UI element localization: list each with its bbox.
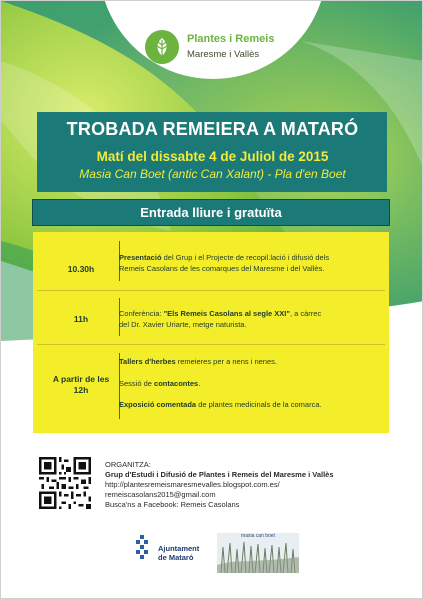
program-item-2 xyxy=(119,308,387,330)
event-date: Matí del dissabte 4 de Juliol de 2015 xyxy=(96,149,329,164)
item-1-text-line2: Remeis Casolans de les comarques del Maresme i del Vallès. xyxy=(119,264,325,273)
ajuntament-logo-icon xyxy=(133,535,151,561)
item-2-highlight: "Els Remeis Casolans al segle XXI" xyxy=(163,309,290,318)
item-1-text: del Grup i el Projecte de recopil.lació i difusió dels xyxy=(161,253,330,262)
item-2-text-line2: del Dr. Xavier Uriarte, metge naturista. xyxy=(119,320,247,329)
time-slot-1: 10.30h xyxy=(67,264,95,274)
program-item-1 xyxy=(119,252,387,274)
time-slot-2: 11h xyxy=(73,314,89,324)
logo-title: Plantes i Remeis xyxy=(187,33,275,45)
masia-logo-image: masia can boet xyxy=(217,533,299,573)
event-place: Masia Can Boet (antic Can Xalant) - Pla d'en Boet xyxy=(79,167,346,181)
item-2-text: , a càrrec xyxy=(289,309,322,318)
program-item-3a: Tallers d'herbes remeieres per a nens i nenes. xyxy=(119,357,277,366)
program-item-3c: Exposició comentada de plantes medicinals de la comarca. xyxy=(119,400,322,409)
item-2-prefix: Conferència: xyxy=(119,309,164,318)
organitza-label: ORGANITZA: xyxy=(105,460,151,469)
leaf-icon xyxy=(145,30,179,64)
time-slot-3: A partir de les 12h xyxy=(52,374,110,395)
separator xyxy=(37,344,385,345)
facebook-text: Busca'ns a Facebook: Remeis Casolans xyxy=(105,500,240,509)
item-1-highlight: Presentació xyxy=(119,253,162,262)
separator xyxy=(37,290,385,291)
event-title: TROBADA REMEIERA A MATARÓ xyxy=(66,119,359,139)
qr-code xyxy=(39,457,91,509)
website-link[interactable]: http://plantesremeismaresmevalles.blogspot.com.es/ xyxy=(105,480,280,489)
organizer-block xyxy=(105,460,334,510)
organizer-name: Grup d'Estudi i Difusió de Plantes i Remeis del Maresme i Vallès xyxy=(105,470,334,479)
logo-subtitle: Maresme i Vallès xyxy=(187,49,260,60)
entry-banner: Entrada lliure i gratuïta xyxy=(33,200,389,225)
program-item-3b: Sessió de contacontes. xyxy=(119,379,201,388)
ajuntament-logo-text: Ajuntament de Mataró xyxy=(158,544,200,562)
email-link[interactable]: remeiscasolans2015@gmail.com xyxy=(105,490,216,499)
